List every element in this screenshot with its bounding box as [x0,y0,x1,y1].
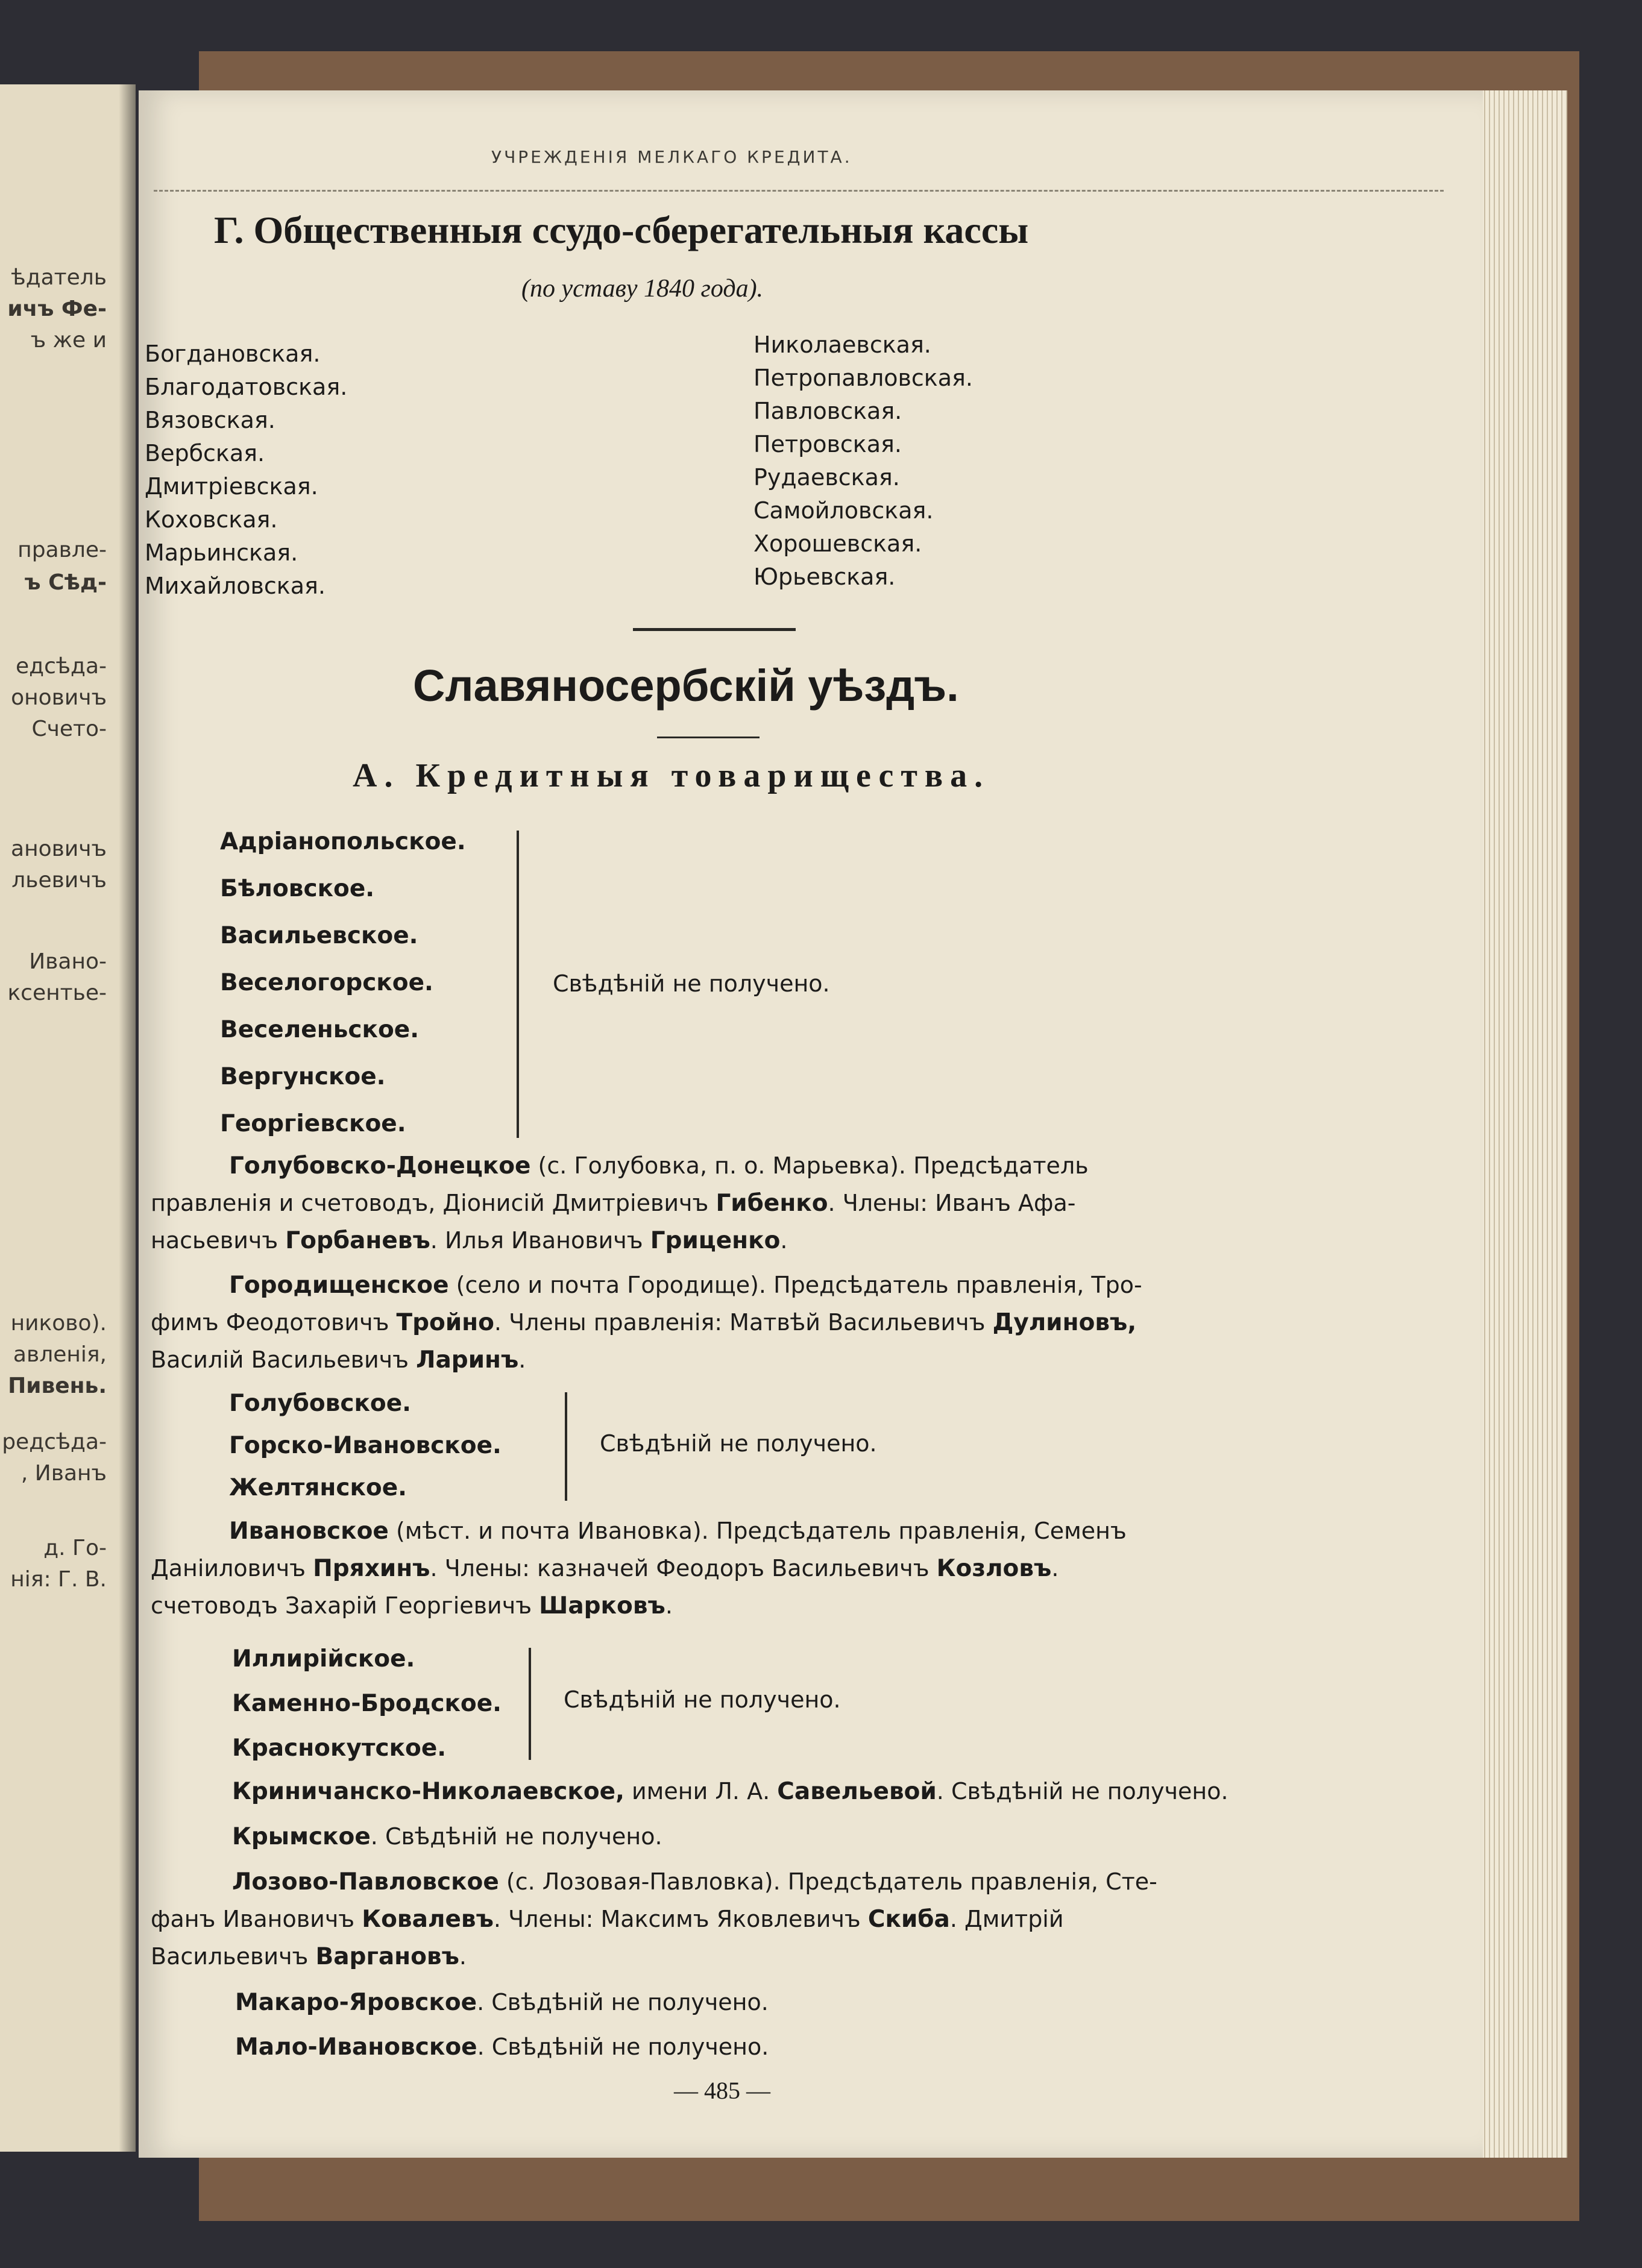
entry-text: . Свѣдѣній не получено. [477,2034,769,2060]
running-header: УЧРЕЖДЕНІЯ МЕЛКАГО КРЕДИТА. [491,147,852,167]
entry-text: (с. Голубовка, п. о. Марьевка). Предсѣдатель [538,1152,1089,1179]
entry-text: . Члены правленія: Матвѣй Васильевичъ [494,1309,986,1336]
list-item: Самойловская. [753,497,934,524]
left-fragment-text: нія: Г. В. [10,1567,107,1592]
entry-name: Крымское [232,1823,371,1850]
entry-text: (село и почта Городище). Предсѣдатель правленія, Тро- [456,1272,1142,1298]
entry-text: . Дмитрій [949,1906,1064,1932]
surname: Ковалевъ [362,1906,494,1933]
list-item: Каменно-Бродское. [232,1690,502,1717]
surname: Гибенко [716,1190,828,1217]
entry-text: Васильевичъ [151,1943,309,1970]
left-fragment-text: д. Го- [43,1536,107,1560]
entry-malo [235,2034,769,2061]
entry-text: . Члены: Иванъ Афа- [828,1190,1076,1216]
entry-text: (с. Лозовая-Павловка). Предсѣдатель правленія, Сте- [506,1868,1157,1895]
surname: Ларинъ [416,1346,519,1374]
surname: Дулиновъ, [992,1309,1137,1336]
surname: Скиба [867,1906,950,1933]
entry-text: . Свѣдѣній не получено. [370,1823,662,1850]
left-fragment-text: ичъ Фе- [7,297,107,321]
district-title: Славяносербскій уѣздъ. [413,661,959,711]
entry-krymskoe [232,1823,662,1850]
entry-text: фанъ Ивановичъ [151,1906,355,1932]
list-item: Веселогорское. [220,969,433,996]
left-fragment-text: правле- [17,538,107,562]
entry-text: . [1051,1555,1059,1582]
entry-text: . [459,1943,467,1970]
entry-name: Криничанско-Николаевское, [232,1778,624,1805]
entry-text: . [665,1592,673,1619]
list-item: Вербская. [145,440,265,466]
entry-name: Макаро-Яровское [235,1989,477,2016]
list-item: Голубовское. [229,1390,411,1417]
no-info-note: Свѣдѣній не получено. [600,1430,877,1457]
entry-text: . Свѣдѣній не получено. [936,1778,1228,1805]
list-item: Благодатовская. [145,374,348,400]
list-item: Богдановская. [145,341,321,367]
header-rule [154,190,1444,192]
list-item: Краснокутское. [232,1735,447,1762]
entry-name: Лозово-Павловское [232,1868,499,1896]
list-item: Марьинская. [145,539,298,566]
list-item: Петропавловская. [753,365,973,391]
list-item: Иллирійское. [232,1645,415,1673]
section-divider [657,737,760,738]
section-g-subtitle: (по уставу 1840 года). [521,275,764,303]
entry-name: Городищенское [229,1272,449,1299]
left-fragment-text: ановичъ [11,837,107,861]
page-edges [1471,90,1567,2158]
left-fragment-text: авленія, [13,1342,107,1367]
entry-text: . [780,1227,788,1254]
section-divider [633,628,796,631]
list-item: Горско-Ивановское. [229,1432,502,1459]
list-item: Дмитріевская. [145,473,318,500]
page-number: — 485 — [674,2077,770,2104]
left-fragment-text: Пивень. [8,1374,107,1398]
left-fragment-text: ксентье- [7,981,107,1005]
entry-text: фимъ Феодотовичъ [151,1309,389,1336]
list-item: Адріанопольское. [220,828,466,855]
left-page-fragment [0,84,136,2152]
left-fragment-text: едсѣда- [16,654,107,679]
entry-text: счетоводъ Захарій Георгіевичъ [151,1592,532,1619]
surname: Козловъ [936,1555,1052,1582]
list-item: Веселеньское. [220,1016,420,1043]
brace [565,1392,567,1501]
left-fragment-text: ъ Сѣд- [24,570,107,595]
entry-text: Даніиловичъ [151,1555,306,1582]
list-item: Хорошевская. [753,530,922,557]
list-item: Бѣловское. [220,875,375,902]
list-item: Коховская. [145,506,278,533]
left-fragment-text: ѣдатель [11,265,107,290]
surname: Савельевой [777,1778,937,1805]
gutter-shadow [119,84,136,2152]
list-item: Николаевская. [753,331,931,358]
list-item: Юрьевская. [753,564,896,590]
left-fragment-text: оновичъ [11,685,107,710]
list-item: Петровская. [753,431,902,457]
left-fragment-text: Ивано- [29,949,107,974]
entry-text: . Свѣдѣній не получено. [477,1989,769,2015]
section-g-title: Г. Общественныя ссудо-сберегательныя кассы [214,209,1029,251]
list-item: Павловская. [753,398,902,424]
entry-makaro [235,1989,769,2016]
entry-text: (мѣст. и почта Ивановка). Предсѣдатель правленія, Семенъ [395,1518,1127,1544]
list-item: Рудаевская. [753,464,900,491]
entry-text: . Члены: Максимъ Яковлевичъ [493,1906,861,1932]
left-fragment-text: , Иванъ [20,1461,107,1486]
entry-text: правленія и счетоводъ, Діонисій Дмитріевичъ [151,1190,709,1216]
entry-name: Голубовско-Донецкое [229,1152,531,1180]
list-item: Георгіевское. [220,1110,406,1137]
entry-text: . Илья Ивановичъ [430,1227,643,1254]
section-a-title: А. Кредитныя товарищества. [353,757,990,794]
surname: Гриценко [650,1227,781,1254]
no-info-note: Свѣдѣній не получено. [553,970,830,997]
entry-text: Василій Васильевичъ [151,1346,409,1373]
surname: Тройно [396,1309,494,1336]
entry-name: Ивановское [229,1518,389,1545]
surname: Горбаневъ [285,1227,430,1254]
list-item: Вязовская. [145,407,275,433]
surname: Варгановъ [315,1943,459,1970]
left-fragment-text: ъ же и [30,328,107,353]
entry-text: . [518,1346,526,1373]
left-fragment-text: никово). [10,1311,107,1336]
list-item: Михайловская. [145,573,326,599]
surname: Пряхинъ [313,1555,430,1582]
list-item: Желтянское. [229,1474,407,1501]
no-info-note: Свѣдѣній не получено. [564,1686,841,1713]
list-item: Вергунское. [220,1063,386,1090]
list-item: Васильевское. [220,922,418,949]
entry-name: Мало-Ивановское [235,2034,477,2061]
brace [517,831,519,1138]
entry-text: . Члены: казначей Феодоръ Васильевичъ [430,1555,930,1582]
entry-text: имени Л. А. [631,1778,770,1805]
brace [529,1648,531,1760]
surname: Шарковъ [539,1592,665,1619]
left-fragment-text: редсѣда- [2,1430,107,1454]
left-fragment-text: льевичъ [11,868,107,893]
left-fragment-text: Счето- [31,717,107,741]
entry-krinichansko [232,1778,1228,1805]
entry-text: насьевичъ [151,1227,278,1254]
